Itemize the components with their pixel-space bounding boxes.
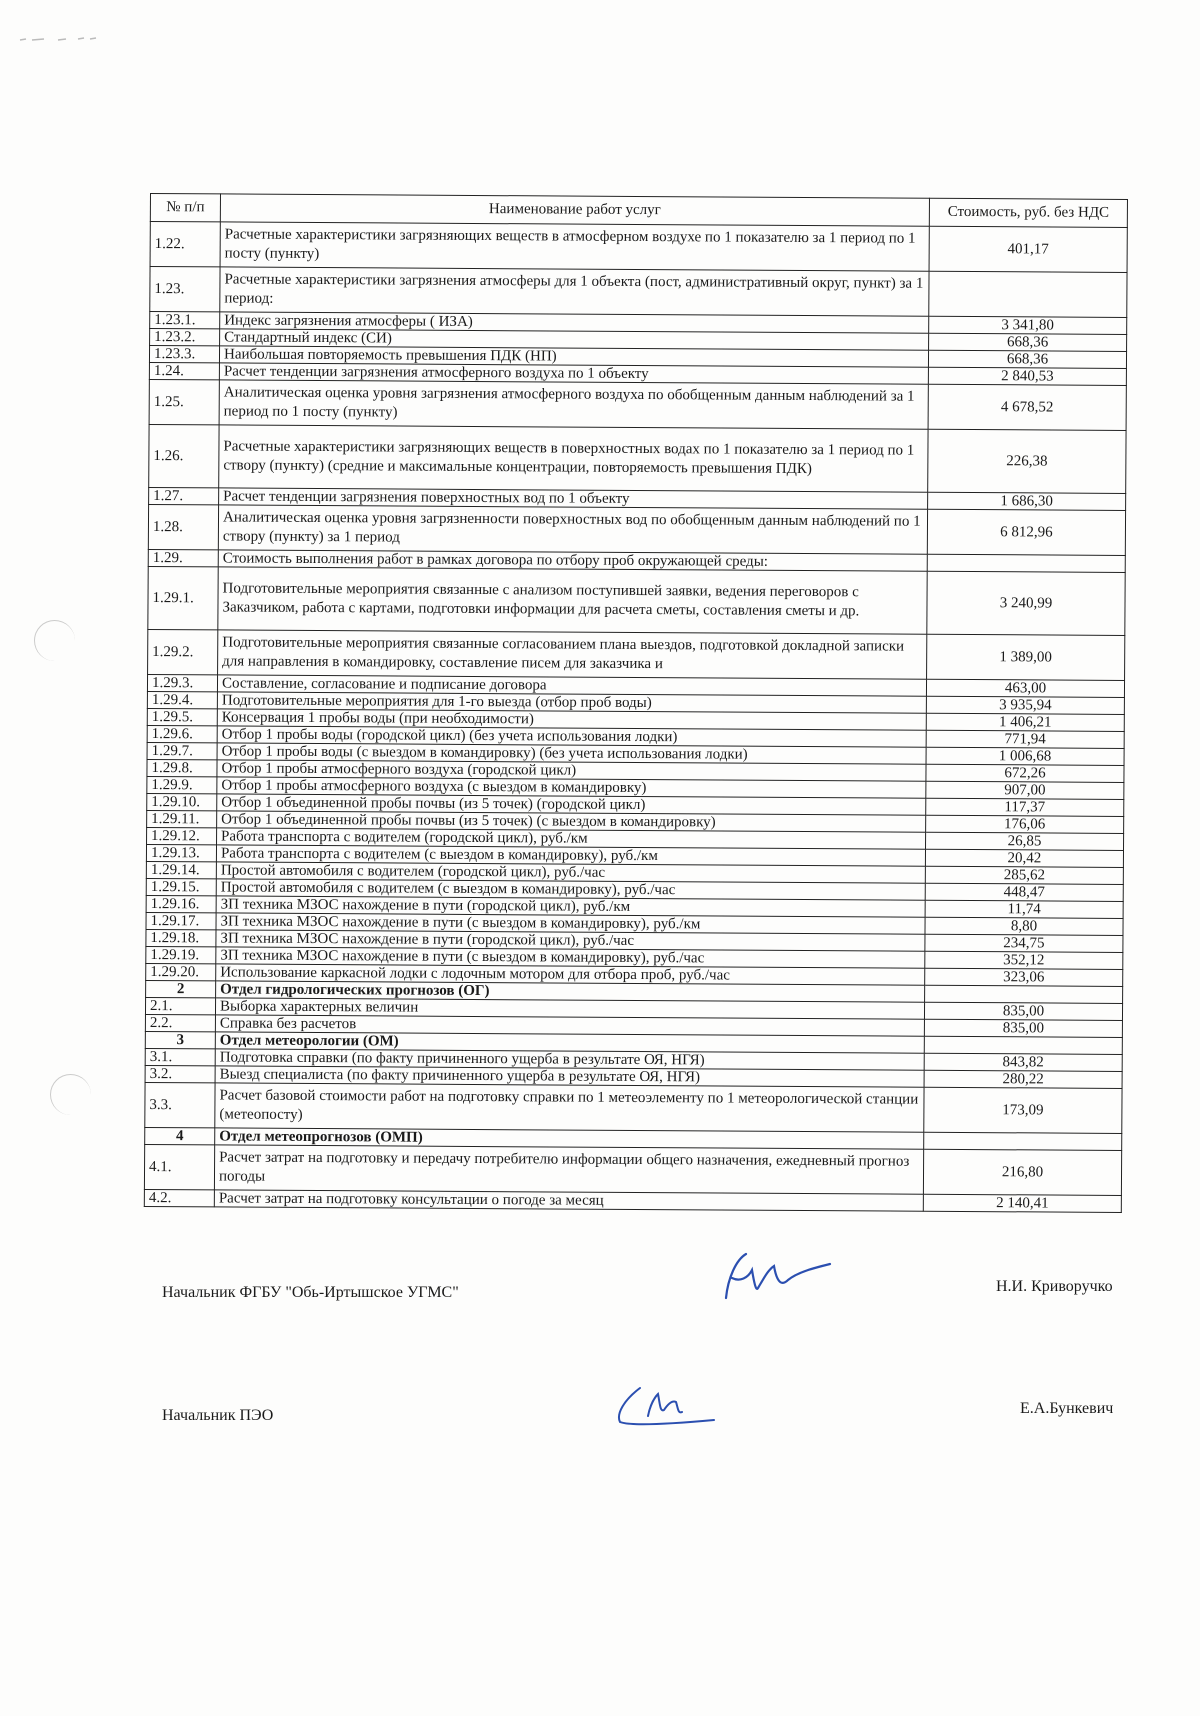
row-cost: 2 840,53 [928, 367, 1126, 385]
row-name: Отбор 1 пробы воды (городской цикл) (без учета использования лодки) [217, 726, 926, 747]
row-cost [929, 271, 1127, 317]
row-number: 1.23.1. [150, 312, 220, 329]
row-number: 1.24. [149, 362, 219, 379]
row-number: 1.29.18. [146, 929, 216, 946]
row-cost: 835,00 [924, 1002, 1122, 1020]
table-row [144, 1144, 1121, 1195]
scan-artifact-mark [18, 36, 98, 42]
row-cost: 668,36 [929, 333, 1127, 351]
peo-signature [610, 1380, 720, 1430]
row-name: Расчетные характеристики загрязняющих веществ в поверхностных водах по 1 показателю за 1 период по 1 створу (пункту) (средние и максимальные концентрации, повторяемость превышения ПДК) [219, 425, 928, 492]
row-number: 1.29.6. [147, 725, 217, 742]
row-cost: 11,74 [925, 900, 1123, 918]
row-name: Работа транспорта с водителем (городской цикл), руб./км [217, 828, 926, 849]
row-name: Справка без расчетов [215, 1015, 924, 1036]
row-name: Аналитическая оценка уровня загрязненности поверхностных вод по обобщенным данным наблюдений по 1 створу (пункту) за 1 период [218, 505, 927, 554]
row-cost: 907,00 [926, 781, 1124, 799]
row-number: 1.29.13. [146, 844, 216, 861]
row-number: 1.23. [150, 267, 220, 312]
row-name: Расчет базовой стоимости работ на подготовку справки по 1 метеоэлементу по 1 метеорологической станции (метеопосту) [215, 1083, 924, 1132]
row-cost: 226,38 [928, 429, 1126, 493]
row-cost: 1 006,68 [926, 747, 1124, 765]
row-number: 1.23.3. [149, 346, 219, 363]
row-name: Выборка характерных величин [215, 998, 924, 1019]
table-row [149, 379, 1126, 430]
row-number: 1.29.12. [147, 827, 217, 844]
row-cost: 843,82 [924, 1053, 1122, 1071]
row-name: Составление, согласование и подписание договора [217, 675, 926, 696]
table-row [148, 504, 1125, 555]
row-name: Расчетные характеристики загрязняющих веществ в атмосферном воздухе по 1 показателю за 1 период по 1 посту (пункту) [220, 222, 929, 271]
row-name: Отбор 1 пробы атмосферного воздуха (с выездом в командировку) [217, 777, 926, 798]
row-name: Расчет затрат на подготовку и передачу потребителю информации общего назначения, ежедневный прогноз погоды [214, 1145, 923, 1194]
row-number: 4.2. [144, 1189, 214, 1206]
row-name: ЗП техника МЗОС нахождение в пути (с выездом в командировку), руб./час [216, 947, 925, 968]
row-number: 1.29.16. [146, 895, 216, 912]
row-cost: 1 686,30 [928, 492, 1126, 510]
row-name: Наибольшая повторяемость превышения ПДК (НП) [219, 346, 928, 367]
row-name: Расчет тенденции загрязнения поверхностных вод по 1 объекту [219, 488, 928, 509]
row-cost: 835,00 [924, 1019, 1122, 1037]
row-name: Отбор 1 пробы атмосферного воздуха (городской цикл) [217, 760, 926, 781]
row-name: Индекс загрязнения атмосферы ( ИЗА) [220, 312, 929, 333]
header-number: № п/п [150, 194, 220, 222]
row-number: 4 [145, 1127, 215, 1144]
row-cost: 1 389,00 [927, 634, 1125, 680]
row-name: Отбор 1 объединенной пробы почвы (из 5 точек) (городской цикл) [217, 794, 926, 815]
table-row [148, 566, 1125, 635]
row-number: 1.29.2. [148, 629, 218, 674]
row-number: 1.22. [150, 222, 220, 267]
row-name: Отдел метеопрогнозов (ОМП) [215, 1128, 924, 1149]
table-row [145, 1082, 1122, 1133]
row-number: 1.29.11. [147, 810, 217, 827]
row-number: 1.29. [148, 549, 218, 566]
row-cost: 117,37 [926, 798, 1124, 816]
row-name: Простой автомобиля с водителем (с выездом в командировку), руб./час [216, 879, 925, 900]
row-number: 1.29.14. [146, 861, 216, 878]
row-name: ЗП техника МЗОС нахождение в пути (городской цикл), руб./час [216, 930, 925, 951]
row-cost: 6 812,96 [927, 509, 1125, 555]
row-number: 1.26. [149, 424, 219, 487]
header-cost: Стоимость, руб. без НДС [929, 198, 1127, 227]
row-cost: 26,85 [926, 832, 1124, 850]
row-cost [924, 1132, 1122, 1150]
row-number: 3.1. [145, 1048, 215, 1065]
head-signature [718, 1248, 838, 1308]
row-cost: 771,94 [926, 730, 1124, 748]
row-cost: 176,06 [926, 815, 1124, 833]
row-cost: 3 935,94 [926, 696, 1124, 714]
row-number: 3 [145, 1031, 215, 1048]
table-row [148, 629, 1125, 680]
row-name: ЗП техника МЗОС нахождение в пути (с выездом в командировку), руб./км [216, 913, 925, 934]
row-number: 1.23.2. [150, 329, 220, 346]
row-cost [925, 985, 1123, 1003]
row-number: 2.1. [145, 997, 215, 1014]
row-cost: 668,36 [928, 350, 1126, 368]
row-cost: 3 341,80 [929, 316, 1127, 334]
head-title: Начальник ФГБУ "Обь-Иртышское УГМС" [162, 1284, 459, 1301]
row-name: Подготовительные мероприятия связанные с анализом поступившей заявки, ведения переговоров с Заказчиком, работа с картами, подготовки информации для расчета сметы, составления сметы и др. [218, 567, 927, 634]
row-number: 1.29.4. [147, 691, 217, 708]
row-number: 1.29.3. [147, 674, 217, 691]
row-number: 2.2. [145, 1014, 215, 1031]
row-number: 2 [146, 980, 216, 997]
row-name: Подготовка справки (по факту причиненного ущерба в результате ОЯ, НГЯ) [215, 1049, 924, 1070]
row-number: 1.25. [149, 379, 219, 424]
row-cost: 1 406,21 [926, 713, 1124, 731]
row-cost: 323,06 [925, 968, 1123, 986]
row-number: 1.28. [148, 504, 218, 549]
row-name: ЗП техника МЗОС нахождение в пути (городской цикл), руб./км [216, 896, 925, 917]
row-name: Отдел метеорологии (ОМ) [215, 1032, 924, 1053]
row-number: 1.27. [149, 487, 219, 504]
row-cost: 401,17 [929, 226, 1127, 272]
row-cost: 2 140,41 [923, 1194, 1121, 1212]
row-number: 1.29.8. [147, 759, 217, 776]
row-cost: 285,62 [925, 866, 1123, 884]
row-number: 1.29.19. [146, 946, 216, 963]
row-name: Консервация 1 пробы воды (при необходимости) [217, 709, 926, 730]
row-name: Простой автомобиля с водителем (городской цикл), руб./час [216, 862, 925, 883]
row-cost: 672,26 [926, 764, 1124, 782]
row-name: Подготовительные мероприятия для 1-го выезда (отбор проб воды) [217, 692, 926, 713]
row-cost: 448,47 [925, 883, 1123, 901]
row-name: Расчет затрат на подготовку консультации о погоде за месяц [214, 1190, 923, 1211]
row-name: Отбор 1 объединенной пробы почвы (из 5 точек) (с выездом в командировку) [217, 811, 926, 832]
punch-hole-mark [50, 1074, 91, 1115]
row-cost: 352,12 [925, 951, 1123, 969]
row-number: 1.29.7. [147, 742, 217, 759]
row-name: Аналитическая оценка уровня загрязнения атмосферного воздуха по обобщенным данным наблюдений за 1 период по 1 посту (пункту) [219, 380, 928, 429]
row-number: 1.29.1. [148, 566, 218, 629]
row-name: Расчетные характеристики загрязнения атмосферы для 1 объекта (пост, административный округ, пункт) за 1 период: [220, 267, 929, 316]
peo-title: Начальник ПЭО [162, 1407, 274, 1424]
row-cost [924, 1036, 1122, 1054]
head-name: Н.И. Криворучко [996, 1278, 1113, 1295]
row-cost: 216,80 [923, 1149, 1121, 1195]
row-cost: 20,42 [925, 849, 1123, 867]
row-name: Подготовительные мероприятия связанные согласованием плана выездов, подготовкой докладной записки для направления в командировку, составление писем для заказчика и [218, 630, 927, 679]
row-number: 1.29.9. [147, 776, 217, 793]
row-name: Использование каркасной лодки с лодочным мотором для отбора проб, руб./час [216, 964, 925, 985]
row-name: Стоимость выполнения работ в рамках договора по отбору проб окружающей среды: [218, 550, 927, 571]
row-cost: 8,80 [925, 917, 1123, 935]
price-table [144, 193, 1128, 1213]
punch-hole-mark [34, 620, 75, 661]
table-row [150, 267, 1127, 318]
row-number: 1.29.17. [146, 912, 216, 929]
row-name: Отбор 1 пробы воды (с выездом в командировку) (без учета использования лодки) [217, 743, 926, 764]
row-number: 1.29.10. [147, 793, 217, 810]
row-name: Стандартный индекс (СИ) [220, 329, 929, 350]
row-name: Отдел гидрологических прогнозов (ОГ) [216, 981, 925, 1002]
row-cost: 463,00 [926, 679, 1124, 697]
row-cost: 173,09 [924, 1087, 1122, 1133]
row-name: Выезд специалиста (по факту причиненного ущерба в результате ОЯ, НГЯ) [215, 1066, 924, 1087]
row-number: 3.2. [145, 1065, 215, 1082]
header-name: Наименование работ услуг [220, 194, 929, 226]
row-number: 1.29.20. [146, 963, 216, 980]
row-name: Расчет тенденции загрязнения атмосферного воздуха по 1 объекту [219, 363, 928, 384]
row-cost: 4 678,52 [928, 384, 1126, 430]
peo-name: Е.А.Бункевич [1020, 1400, 1114, 1417]
row-number: 1.29.5. [147, 708, 217, 725]
table-body [144, 222, 1127, 1213]
row-number: 4.1. [144, 1144, 214, 1189]
table-row [149, 424, 1126, 493]
row-name: Работа транспорта с водителем (с выездом в командировку), руб./км [216, 845, 925, 866]
row-cost: 234,75 [925, 934, 1123, 952]
row-number: 1.29.15. [146, 878, 216, 895]
row-cost: 280,22 [924, 1070, 1122, 1088]
row-number: 3.3. [145, 1082, 215, 1127]
row-cost [927, 554, 1125, 572]
table-row [150, 222, 1127, 273]
row-cost: 3 240,99 [927, 571, 1125, 635]
price-table-wrapper [144, 193, 1128, 1213]
